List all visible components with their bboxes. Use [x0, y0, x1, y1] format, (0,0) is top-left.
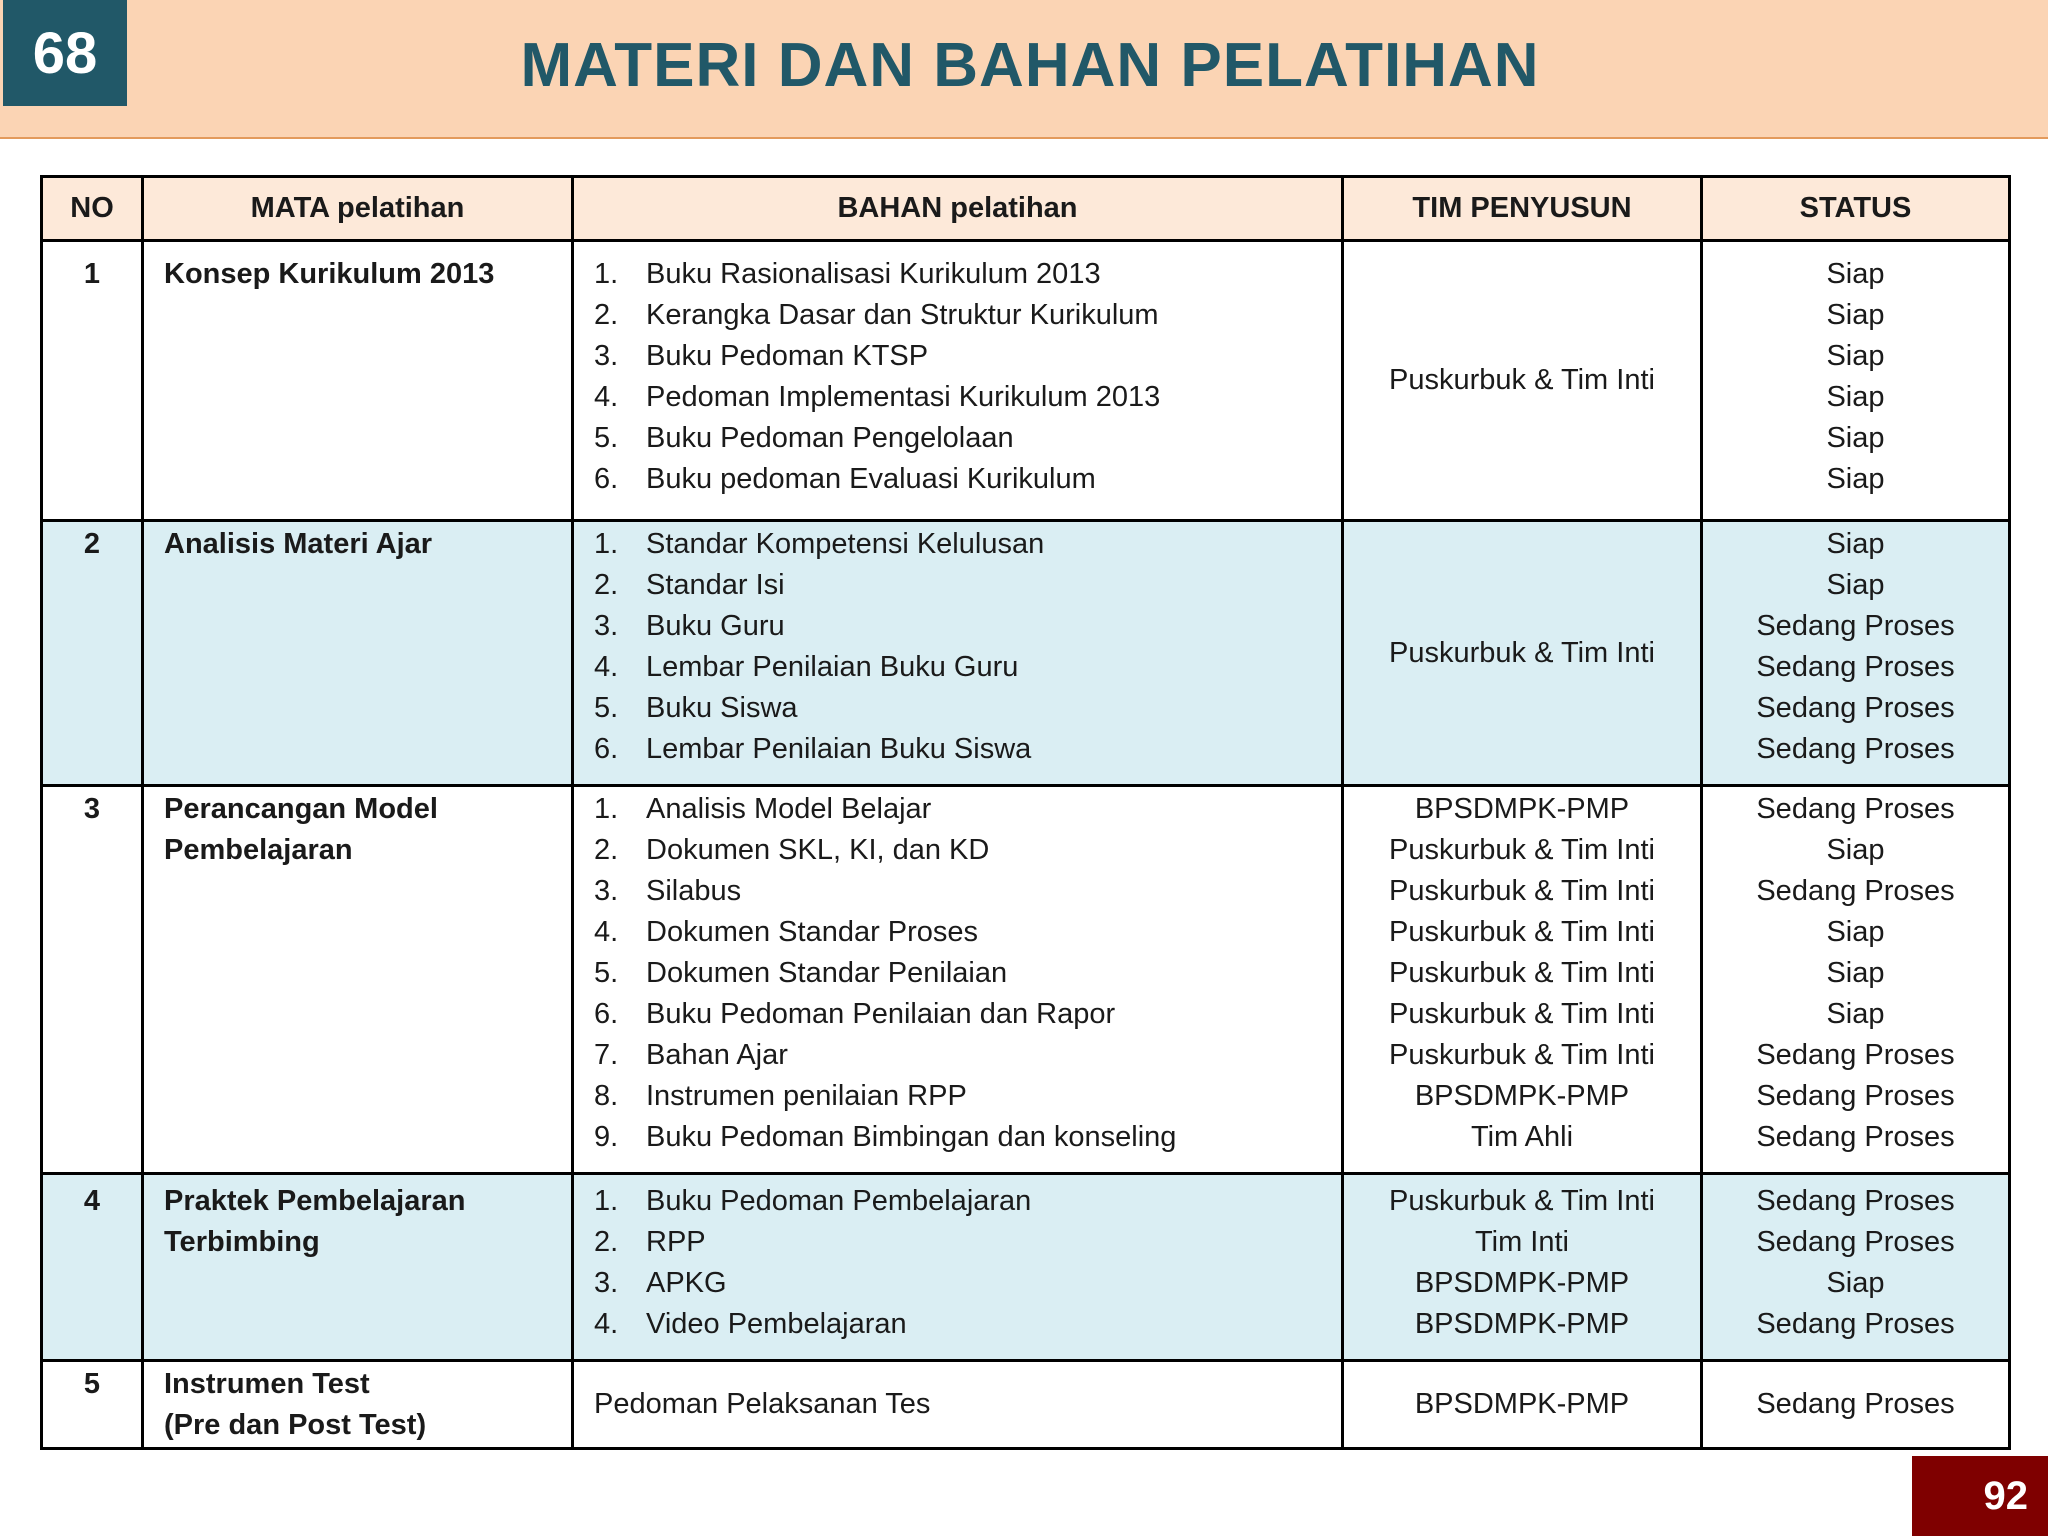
status-line: Siap [1826, 998, 1885, 1030]
table-row [42, 1174, 2010, 1361]
tim-line: Puskurbuk & Tim Inti [1389, 636, 1655, 669]
tim-line: BPSDMPK-PMP [1414, 1267, 1630, 1299]
status-line: Sedang Proses [1756, 610, 1955, 642]
bahan-item: 6. Buku pedoman Evaluasi Kurikulum [594, 463, 1096, 495]
tim-line: Puskurbuk & Tim Inti [1389, 957, 1655, 989]
status-line: Sedang Proses [1756, 1185, 1955, 1217]
bahan-item: 5. Buku Siswa [594, 692, 798, 724]
table-row [42, 521, 2010, 786]
training-materials-table [40, 175, 2011, 1450]
row-bahan [573, 1174, 1343, 1361]
mata-line: Terbimbing [164, 1226, 320, 1258]
bahan-item: Pedoman Pelaksanan Tes [594, 1388, 931, 1420]
bahan-item: 1. Buku Rasionalisasi Kurikulum 2013 [594, 258, 1101, 290]
tim-line: BPSDMPK-PMP [1414, 1308, 1630, 1340]
row-tim [1343, 1174, 1702, 1361]
bahan-item: 2. RPP [594, 1226, 706, 1258]
table-header-row [42, 177, 2010, 241]
bahan-item: 4. Dokumen Standar Proses [594, 916, 979, 948]
bahan-item: 5. Dokumen Standar Penilaian [594, 957, 1008, 989]
bahan-item: 7. Bahan Ajar [594, 1039, 788, 1071]
bahan-item: 3. Buku Pedoman KTSP [594, 340, 929, 372]
status-line: Siap [1826, 258, 1885, 290]
status-line: Sedang Proses [1756, 1080, 1955, 1112]
row-no: 3 [42, 786, 143, 1174]
header-bahan: BAHAN pelatihan [573, 177, 1343, 241]
tim-line: BPSDMPK-PMP [1414, 1388, 1630, 1420]
tim-line: Puskurbuk & Tim Inti [1389, 364, 1655, 396]
page-number-badge: 92 [1912, 1456, 2048, 1536]
tim-line: BPSDMPK-PMP [1414, 1080, 1630, 1112]
row-tim [1343, 521, 1702, 786]
mata-line: Analisis Materi Ajar [164, 528, 433, 560]
bahan-item: 2. Kerangka Dasar dan Struktur Kurikulum [594, 299, 1159, 331]
row-bahan [573, 241, 1343, 521]
row-mata [143, 521, 573, 786]
tim-line: Puskurbuk & Tim Inti [1389, 1039, 1655, 1071]
header-no: NO [42, 177, 143, 241]
bahan-item: 2. Dokumen SKL, KI, dan KD [594, 834, 990, 866]
row-bahan [573, 786, 1343, 1174]
row-tim [1343, 1361, 1702, 1449]
status-line: Sedang Proses [1756, 1039, 1955, 1071]
slide-number-badge: 68 [3, 0, 127, 106]
status-line: Sedang Proses [1756, 1308, 1955, 1340]
status-line: Siap [1826, 528, 1885, 560]
row-mata [143, 1174, 573, 1361]
row-bahan [573, 1361, 1343, 1449]
status-line: Siap [1826, 957, 1885, 989]
row-no: 1 [42, 241, 143, 521]
status-line: Siap [1826, 834, 1885, 866]
tim-line: Puskurbuk & Tim Inti [1389, 998, 1655, 1030]
status-line: Sedang Proses [1756, 875, 1955, 907]
status-line: Siap [1826, 299, 1885, 331]
row-status [1702, 241, 2010, 521]
bahan-item: 4. Pedoman Implementasi Kurikulum 2013 [594, 381, 1161, 413]
tim-line: Puskurbuk & Tim Inti [1389, 875, 1655, 907]
tim-line: Puskurbuk & Tim Inti [1389, 916, 1655, 948]
status-line: Sedang Proses [1756, 1121, 1955, 1153]
table-row [42, 241, 2010, 521]
header-mata: MATA pelatihan [143, 177, 573, 241]
row-status [1702, 1361, 2010, 1449]
bahan-item: 4. Video Pembelajaran [594, 1308, 907, 1340]
bahan-item: 9. Buku Pedoman Bimbingan dan konseling [594, 1121, 1177, 1153]
header-tim: TIM PENYUSUN [1343, 177, 1702, 241]
status-line: Siap [1826, 340, 1885, 372]
row-tim [1343, 241, 1702, 521]
bahan-item: 6. Buku Pedoman Penilaian dan Rapor [594, 998, 1116, 1030]
bahan-item: 5. Buku Pedoman Pengelolaan [594, 422, 1014, 454]
bahan-item: 1. Analisis Model Belajar [594, 793, 932, 825]
bahan-item: 6. Lembar Penilaian Buku Siswa [594, 733, 1032, 765]
bahan-item: 1. Standar Kompetensi Kelulusan [594, 528, 1045, 560]
status-line: Siap [1826, 381, 1885, 413]
status-line: Sedang Proses [1756, 733, 1955, 765]
row-tim [1343, 786, 1702, 1174]
header-status: STATUS [1702, 177, 2010, 241]
status-line: Siap [1826, 569, 1885, 601]
table-row [42, 1361, 2010, 1449]
status-line: Sedang Proses [1756, 1226, 1955, 1258]
row-mata [143, 786, 573, 1174]
row-status [1702, 1174, 2010, 1361]
tim-line: Puskurbuk & Tim Inti [1389, 834, 1655, 866]
bahan-item: 2. Standar Isi [594, 569, 785, 601]
bahan-item: 1. Buku Pedoman Pembelajaran [594, 1185, 1032, 1217]
status-line: Siap [1826, 422, 1885, 454]
row-mata [143, 241, 573, 521]
status-line: Siap [1826, 1267, 1885, 1299]
bahan-item: 3. Buku Guru [594, 610, 785, 642]
row-status [1702, 521, 2010, 786]
tim-line: Puskurbuk & Tim Inti [1389, 1185, 1655, 1217]
row-no: 2 [42, 521, 143, 786]
status-line: Sedang Proses [1756, 692, 1955, 724]
tim-line: BPSDMPK-PMP [1414, 793, 1630, 825]
bahan-item: 3. Silabus [594, 875, 742, 907]
mata-line: (Pre dan Post Test) [164, 1409, 427, 1441]
row-status [1702, 786, 2010, 1174]
mata-line: Konsep Kurikulum 2013 [164, 258, 495, 290]
slide-header [0, 0, 2048, 139]
mata-line: Praktek Pembelajaran [164, 1185, 466, 1217]
table-row [42, 786, 2010, 1174]
bahan-item: 3. APKG [594, 1267, 727, 1299]
status-line: Siap [1826, 463, 1885, 495]
bahan-item: 4. Lembar Penilaian Buku Guru [594, 651, 1019, 683]
status-line: Siap [1826, 916, 1885, 948]
row-mata [143, 1361, 573, 1449]
mata-line: Pembelajaran [164, 834, 353, 866]
bahan-item: 8. Instrumen penilaian RPP [594, 1080, 967, 1112]
tim-line: Tim Inti [1475, 1226, 1569, 1258]
row-no: 5 [42, 1361, 143, 1449]
mata-line: Instrumen Test [164, 1368, 370, 1400]
status-line: Sedang Proses [1756, 651, 1955, 683]
status-line: Sedang Proses [1756, 793, 1955, 825]
row-no: 4 [42, 1174, 143, 1361]
status-line: Sedang Proses [1756, 1388, 1955, 1420]
mata-line: Perancangan Model [164, 793, 438, 825]
slide-title: MATERI DAN BAHAN PELATIHAN [520, 31, 1540, 100]
tim-line: Tim Ahli [1470, 1121, 1574, 1153]
row-bahan [573, 521, 1343, 786]
